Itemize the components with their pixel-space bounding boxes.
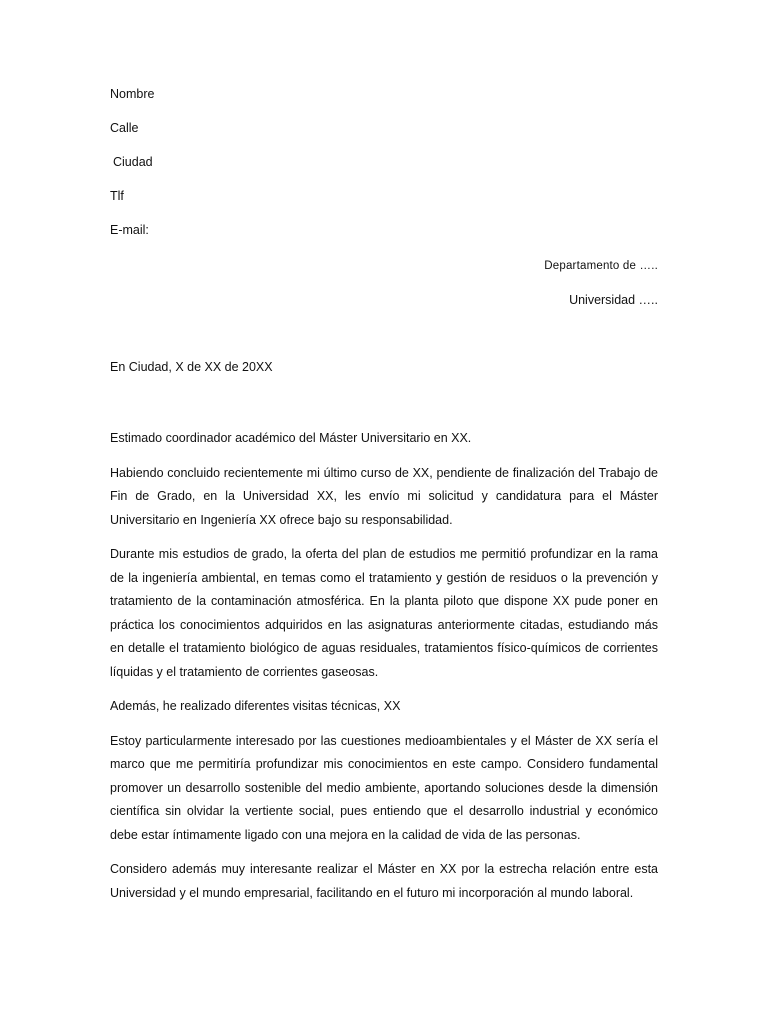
recipient-university: Universidad ….. — [569, 293, 658, 307]
recipient-block — [544, 258, 658, 308]
recipient-department: Departamento de ….. — [544, 260, 658, 272]
date-line: En Ciudad, X de XX de 20XX — [110, 360, 273, 374]
paragraph-studies: Durante mis estudios de grado, la oferta del plan de estudios me permitió profundizar en la rama de la ingeniería ambiental, en temas como el tratamiento y gestión de residuos o la prevención y tratamiento de la contaminación atmosférica. En la planta piloto que dispone XX pude poner en práctica los conocimientos adquiridos en las asignaturas anteriormente citadas, estudiando más en detalle el tratamiento biológico de aguas residuales, tratamientos físico-químicos de corrientes líquidas y el tratamiento de corrientes gaseosas. — [110, 547, 658, 679]
sender-street: Calle — [110, 121, 139, 135]
sender-city: Ciudad — [113, 155, 153, 169]
greeting: Estimado coordinador académico del Máster Universitario en XX. — [110, 431, 472, 445]
sender-block — [110, 86, 154, 256]
sender-phone: Tlf — [110, 189, 124, 203]
letter-body — [110, 427, 658, 916]
paragraph-closing: Considero además muy interesante realizar el Máster en XX por la estrecha relación entre esta Universidad y el mundo empresarial, facilitando en el futuro mi incorporación al mundo laboral. — [110, 862, 658, 900]
sender-email: E-mail: — [110, 223, 149, 237]
sender-name: Nombre — [110, 87, 155, 101]
paragraph-intro: Habiendo concluido recientemente mi último curso de XX, pendiente de finalización del Trabajo de Fin de Grado, en la Universidad XX, les envío mi solicitud y candidatura para el Máster Universitario en Ingeniería XX ofrece bajo su responsabilidad. — [110, 465, 658, 527]
paragraph-visits: Además, he realizado diferentes visitas técnicas, XX — [110, 699, 401, 713]
paragraph-interest: Estoy particularmente interesado por las cuestiones medioambientales y el Máster de XX sería el marco que me permitiría profundizar mis conocimientos en este campo. Considero fundamental promover un desarrollo sostenible del medio ambiente, aportando soluciones desde la dimensión científica sin olvidar la vertiente social, pues entiendo que el desarrollo industrial y económico debe estar íntimamente ligado con una mejora en la calidad de vida de las personas. — [110, 733, 658, 842]
